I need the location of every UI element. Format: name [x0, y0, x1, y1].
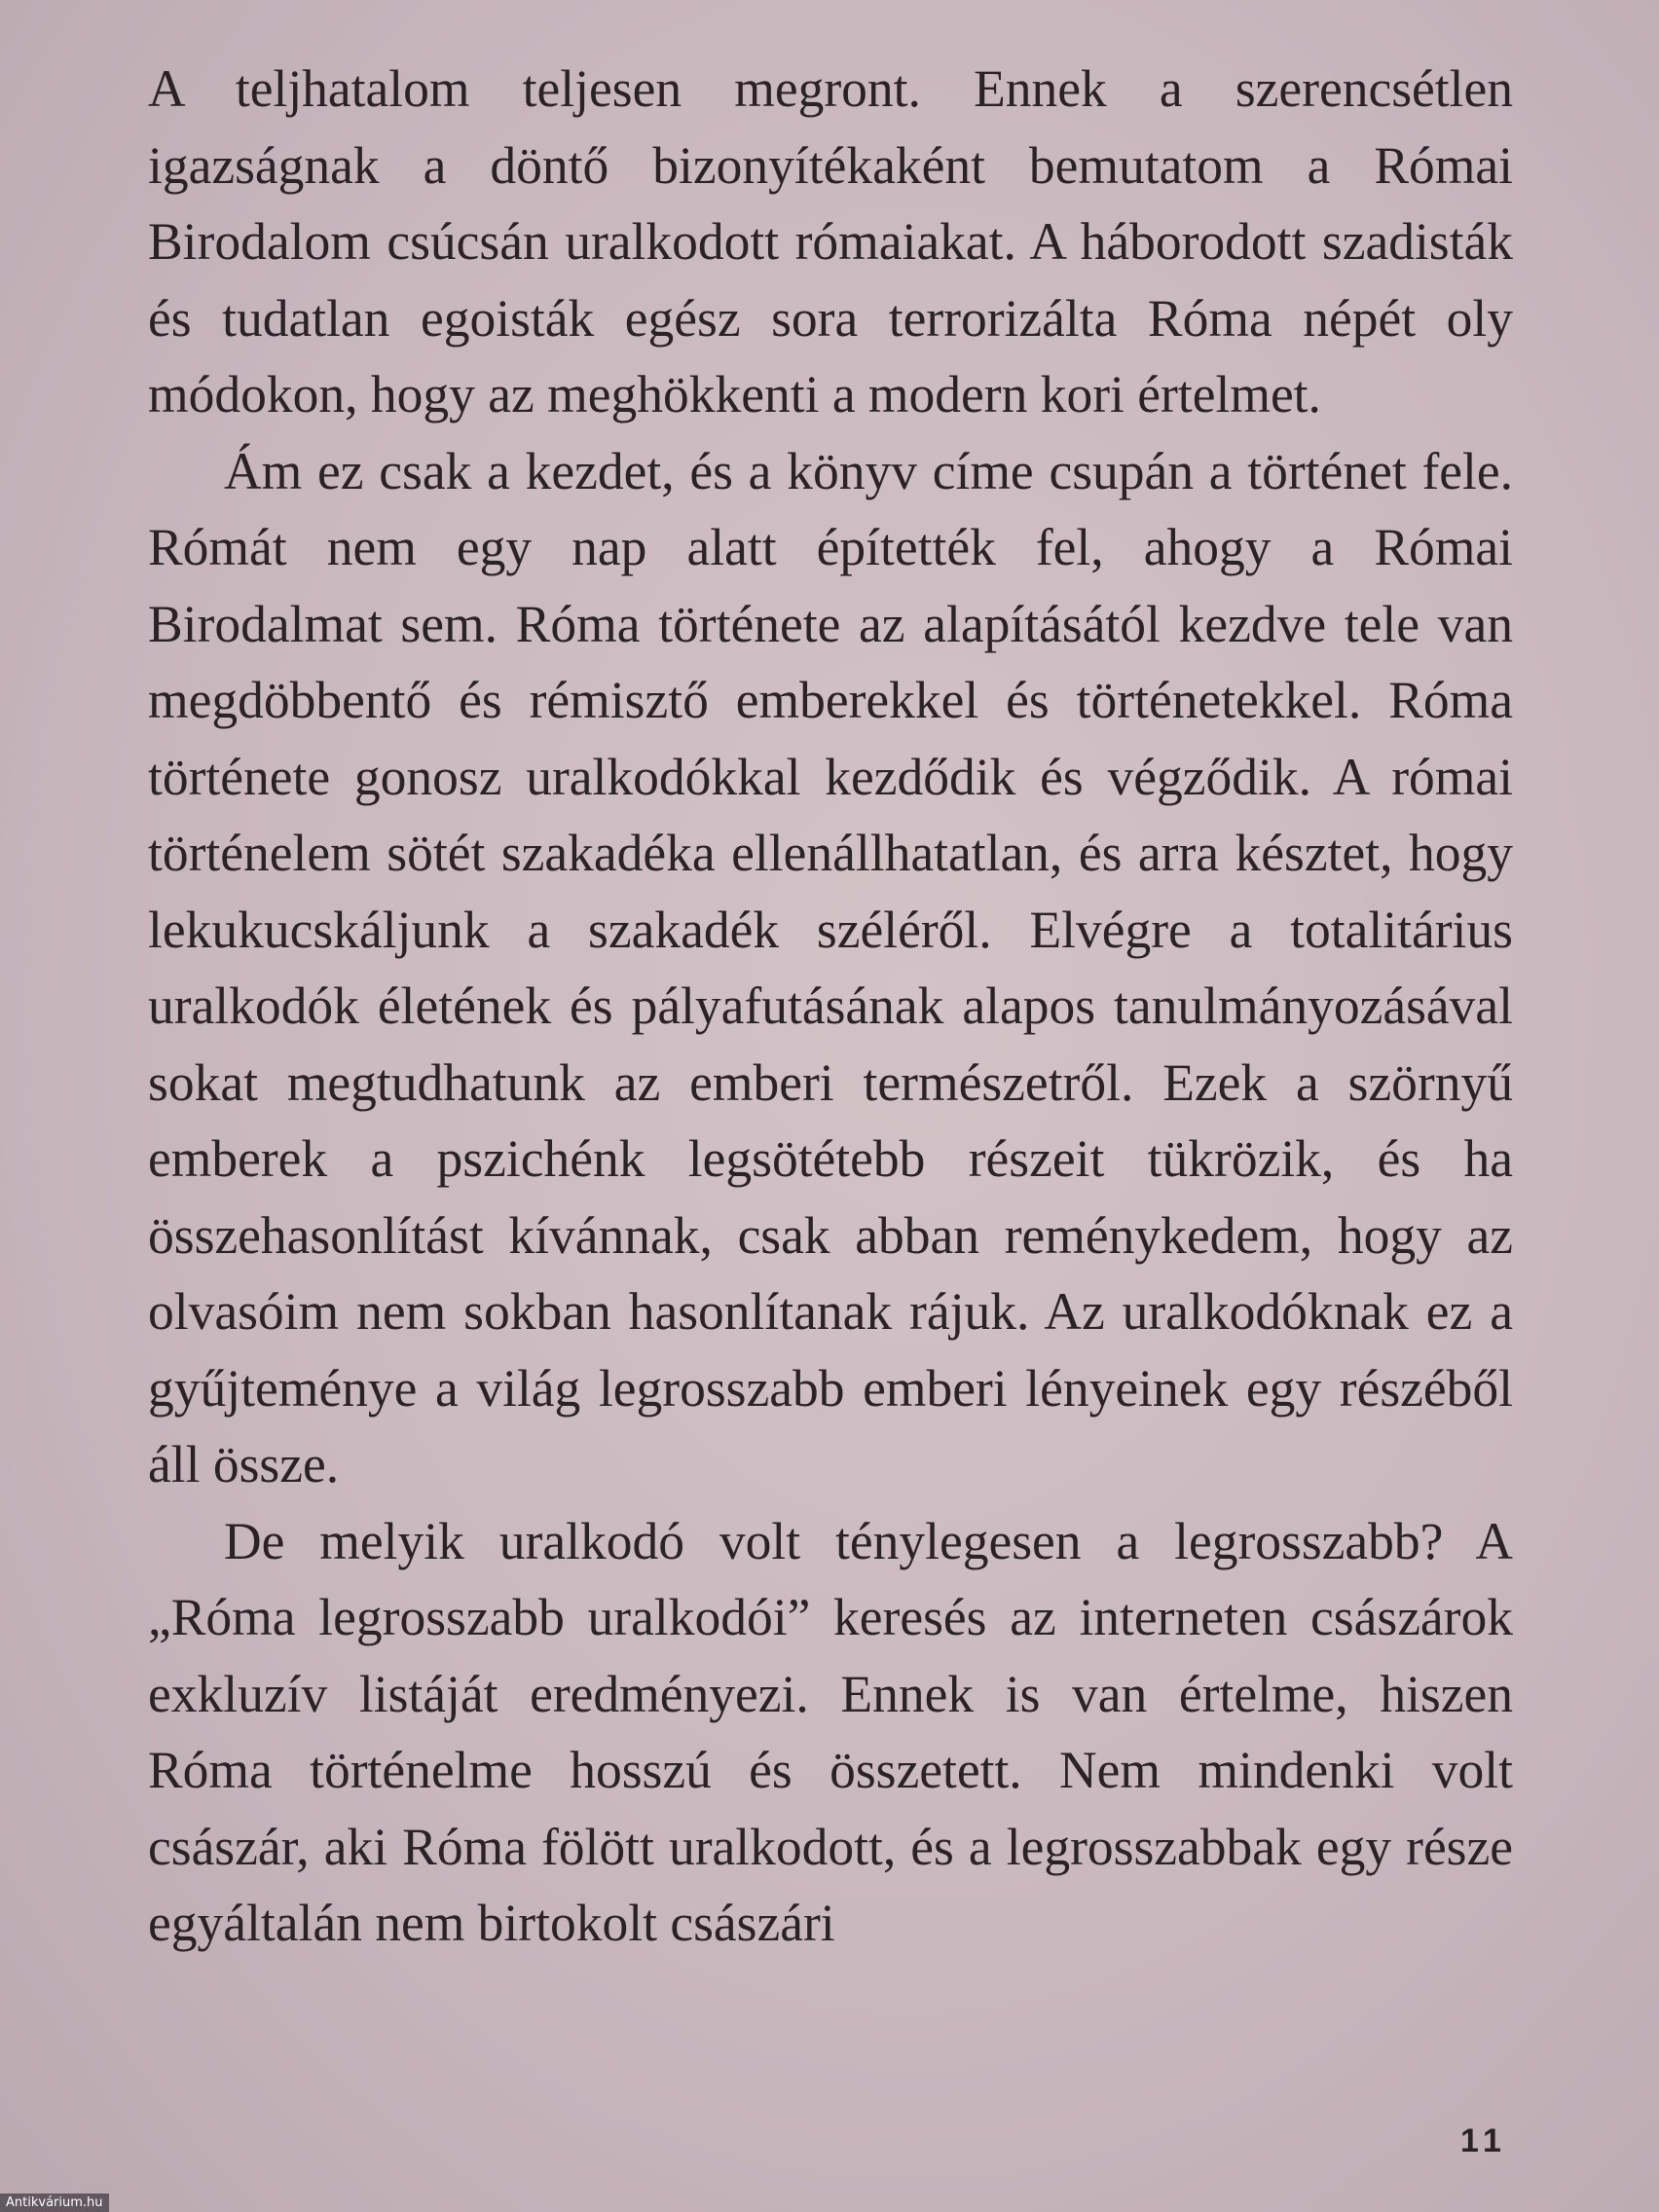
- page-body-text: [148, 51, 1513, 1962]
- watermark-label: Antikvárium.hu: [0, 2194, 109, 2212]
- paragraph-1: A teljhatalom teljesen megront. Ennek a szerencsétlen igazságnak a döntő bizonyítékaként bemutatom a Római Birodalom csúcsán uralkodott rómaiakat. A háborodott szadisták és tudatlan egoisták egész sora terrorizálta Róma népét oly módokon, hogy az meghökkenti a modern kori értelmet.: [148, 59, 1513, 424]
- paragraph-3: De melyik uralkodó volt ténylegesen a legrosszabb? A „Róma legrosszabb uralkodói” keresés az interneten császárok exkluzív listáját eredményezi. Ennek is van értelme, hiszen Róma történelme hosszú és összetett. Nem mindenki volt császár, aki Róma fölött uralkodott, és a legrosszabbak egy része egyáltalán nem birtokolt császári: [148, 1511, 1513, 1952]
- page-number: 11: [1460, 2122, 1507, 2159]
- paragraph-2: Ám ez csak a kezdet, és a könyv címe csupán a történet fele. Rómát nem egy nap alatt építették fel, ahogy a Római Birodalmat sem. Róma története az alapításától kezdve tele van megdöbbentő és rémisztő emberekkel és történetekkel. Róma története gonosz uralkodókkal kezdődik és végződik. A római történelem sötét szakadéka ellenállhatatlan, és arra késztet, hogy lekukucskáljunk a szakadék széléről. Elvégre a totalitárius uralkodók életének és pályafutásának alapos tanulmányozásával sokat megtudhatunk az emberi természetről. Ezek a szörnyű emberek a pszichénk legsötétebb részeit tükrözik, és ha összehasonlítást kívánnak, csak abban reménykedem, hogy az olvasóim nem sokban hasonlítanak rájuk. Az uralkodóknak ez a gyűjteménye a világ legrosszabb emberi lényeinek egy részéből áll össze.: [148, 441, 1513, 1493]
